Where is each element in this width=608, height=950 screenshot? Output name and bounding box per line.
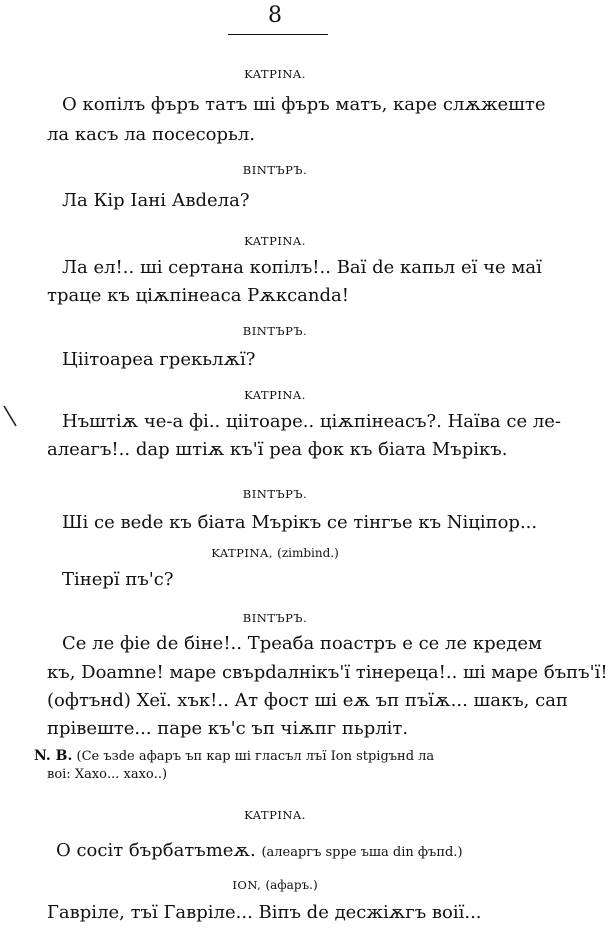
dialogue-line: Гавріле, тъї Гавріле... Віпъ de десжіѫгъ воії... — [47, 902, 482, 923]
dialogue-line: алеагъ!.. dар штіѫ къ'ї реа фок къ біата Мърікъ. — [47, 439, 508, 460]
speaker-vintur: ВІNТЪРЪ. — [242, 163, 308, 177]
dialogue-line: (офтънd) Хеї. хък!.. Ат фост ші еѫ ъп пъїѫ... шакъ, сап — [47, 690, 568, 711]
dialogue-line: Нъштіѫ че-а фі.. ціітоаре.. ціѫпінеасъ?. Наїва се ле- — [62, 411, 561, 432]
stage-direction: (афаръ.) — [265, 878, 318, 892]
dialogue-text: О сосіт бърбатъmеѫ. — [56, 840, 256, 861]
dialogue-line: къ, Doamne! маре свърdалнікъ'ї тінереца!.. ші маре бъпъ'ї! — [47, 662, 608, 683]
stage-direction: (алеаргъ spре ъша din фъпd.) — [261, 845, 463, 860]
dialogue-line: прівеште... паре къ'с ъп чіѫпг пьрліт. — [47, 718, 409, 739]
speaker-label: ІОN, — [232, 878, 262, 892]
speaker-katrina: KATPINA. — [244, 388, 306, 402]
dialogue-line: траце къ ціѫпінеаса Рѫксаndа! — [47, 285, 349, 306]
dialogue-line: Ціітоареа грекьлѫї? — [62, 349, 256, 370]
speaker-katrina: KATPINA. — [244, 67, 306, 81]
speaker-katrina: KATPINA. — [244, 808, 306, 822]
stage-direction: (zimbind.) — [277, 546, 339, 560]
dialogue-line: Ла Кір Іані Авdела? — [62, 190, 250, 211]
speaker-ion — [0, 878, 550, 892]
dialogue-line: Ла ел!.. ші сертана копілъ!.. Ваї de капьл еї че маї — [62, 257, 542, 278]
dialogue-line: ла касъ ла посесорьл. — [47, 124, 255, 145]
speaker-label: KATPINA, — [211, 546, 273, 560]
stage-note — [34, 747, 434, 766]
speaker-vintur: ВІNТЪРЪ. — [242, 487, 308, 501]
speaker-katrina: KATPINA. — [244, 234, 306, 248]
note-text: (Се ъзdе афаръ ъп кар ші гласъл лъї Іоn stрigънd ла — [76, 749, 435, 764]
dialogue-line: Се ле фіе de біне!.. Треаба поастръ е се ле кредем — [62, 633, 543, 654]
note-continuation: воі: Хахо... хахо..) — [47, 767, 168, 782]
dialogue-line: Ші се веdе къ біата Мърікъ се тінгъе къ Nіціпор... — [62, 512, 538, 533]
speaker-katrina — [0, 546, 550, 560]
dialogue-line: Тінерї пъ'с? — [62, 569, 174, 590]
dialogue-line: О копілъ фъръ татъ ші фъръ матъ, каре слѫжеште — [62, 94, 546, 115]
note-label: N. B. — [34, 748, 73, 764]
dialogue-line — [56, 840, 463, 864]
speaker-vintur: ВІNТЪРЪ. — [242, 324, 308, 338]
page-number: 8 — [268, 3, 282, 28]
page-number-rule — [228, 34, 328, 35]
speaker-vintur: ВІNТЪРЪ. — [242, 611, 308, 625]
margin-mark — [2, 404, 20, 432]
